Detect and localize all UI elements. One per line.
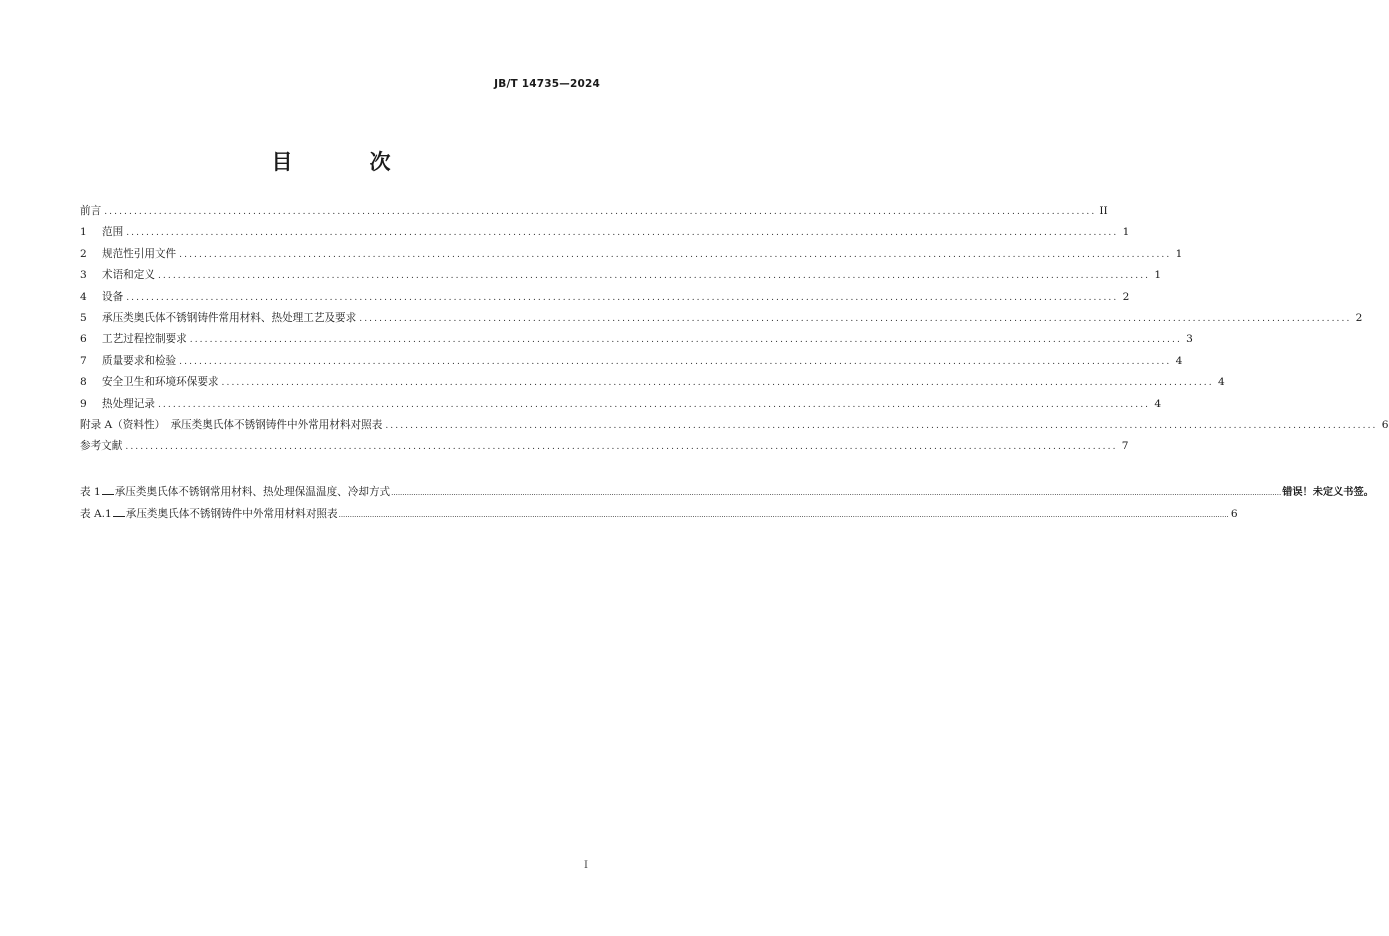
toc-entry[interactable] <box>80 415 1389 436</box>
dot-leader: ........................................................................................................................................................................................................ <box>126 292 1119 303</box>
dot-leader: ........................................................................................................................................................................................................ <box>221 378 1214 389</box>
toc-entry-page: 2 <box>1122 290 1130 303</box>
table-entry-label: 承压类奥氏体不锈钢常用材料、热处理保温温度、冷却方式 <box>114 486 391 498</box>
toc-entry-label: 设备 <box>102 290 124 303</box>
toc-entry-label: 术语和定义 <box>102 269 155 282</box>
standard-code: JB/T 14735—2024 <box>494 78 600 90</box>
toc-entry[interactable] <box>80 201 1108 222</box>
toc-entry-page: 3 <box>1186 333 1193 346</box>
toc-entry-page: 1 <box>1154 269 1162 282</box>
table-list-entry[interactable] <box>80 481 1374 503</box>
table-of-contents <box>80 201 1389 458</box>
toc-entry[interactable] <box>80 287 1130 308</box>
toc-entry-label: 附录 A（资料性） 承压类奥氏体不锈钢铸件中外常用材料对照表 <box>80 418 383 431</box>
table-list-entry[interactable] <box>80 503 1238 525</box>
table-entry-label: 承压类奥氏体不锈钢铸件中外常用材料对照表 <box>125 508 338 520</box>
bookmark-error-text: 错误！未定义书签。 <box>1282 487 1374 498</box>
toc-entry-number: 1 <box>80 226 87 239</box>
toc-entry-label: 安全卫生和环境环保要求 <box>102 376 219 389</box>
toc-entry[interactable] <box>80 372 1225 393</box>
toc-entry-number: 8 <box>80 376 87 389</box>
toc-entry-page: 7 <box>1121 440 1129 453</box>
underline-separator <box>113 503 125 517</box>
toc-entry-label: 范围 <box>102 226 124 239</box>
toc-entry[interactable] <box>80 244 1183 265</box>
toc-entry-label: 承压类奥氏体不锈钢铸件常用材料、热处理工艺及要求 <box>102 311 357 324</box>
page-number: I <box>584 860 588 871</box>
toc-entry-page: 6 <box>1381 418 1389 431</box>
toc-entry[interactable] <box>80 394 1162 415</box>
page-title: 目 次 <box>271 150 419 174</box>
dot-leader: ........................................................................................................................................................................................................ <box>125 442 1118 453</box>
table-entry-page: 6 <box>1230 508 1238 520</box>
dot-leader: ................................................................................................................................................................................................................................................................................................................................................................................................................ <box>338 511 1229 519</box>
toc-entry-number: 4 <box>80 290 87 303</box>
toc-entry-label: 规范性引用文件 <box>102 247 177 260</box>
toc-entry-page: II <box>1099 205 1108 217</box>
dot-leader: ........................................................................................................................................................................................................ <box>157 399 1151 410</box>
dot-leader: ........................................................................................................................................................................................................ <box>385 420 1378 431</box>
toc-entry-label: 质量要求和检验 <box>102 354 177 367</box>
toc-entry-label: 参考文献 <box>80 440 123 453</box>
toc-entry[interactable] <box>80 329 1193 350</box>
toc-entry-number: 7 <box>80 354 87 367</box>
toc-entry-label: 工艺过程控制要求 <box>102 333 187 346</box>
toc-entry-page: 1 <box>1175 247 1183 260</box>
toc-entry-number: 6 <box>80 333 87 346</box>
toc-entry-page: 4 <box>1175 354 1183 367</box>
toc-entry-page: 4 <box>1154 397 1162 410</box>
toc-entry-page: 4 <box>1217 376 1225 389</box>
dot-leader: ........................................................................................................................................................................................................ <box>359 313 1352 324</box>
toc-entry-number: 5 <box>80 311 87 324</box>
toc-entry-number: 2 <box>80 247 87 260</box>
toc-entry-label: 前言 <box>80 205 102 217</box>
dot-leader: ........................................................................................................................................................................................................ <box>157 271 1151 282</box>
toc-entry[interactable] <box>80 265 1162 286</box>
dot-leader: ........................................................................................................................................................................................................ <box>179 249 1172 260</box>
dot-leader: ........................................................................................................................................................................................................ <box>104 207 1097 217</box>
toc-entry[interactable] <box>80 351 1183 372</box>
toc-entry-page: 1 <box>1122 226 1130 239</box>
toc-entry-page: 2 <box>1355 311 1363 324</box>
list-of-tables <box>80 481 1374 525</box>
table-entry-number: 表 A.1 <box>80 508 112 520</box>
toc-entry-label: 热处理记录 <box>102 397 155 410</box>
dot-leader: ................................................................................................................................................................................................................................................................................................................................................................................................................ <box>391 489 1282 497</box>
toc-entry[interactable] <box>80 308 1363 329</box>
table-entry-number: 表 1 <box>80 486 101 498</box>
toc-entry[interactable] <box>80 436 1129 457</box>
dot-leader: ........................................................................................................................................................................................................ <box>179 356 1172 367</box>
toc-entry-number: 3 <box>80 269 87 282</box>
toc-entry[interactable] <box>80 222 1130 243</box>
dot-leader: ........................................................................................................................................................................................................ <box>189 335 1182 346</box>
dot-leader: ........................................................................................................................................................................................................ <box>126 228 1119 239</box>
underline-separator <box>102 481 114 495</box>
toc-entry-number: 9 <box>80 397 87 410</box>
